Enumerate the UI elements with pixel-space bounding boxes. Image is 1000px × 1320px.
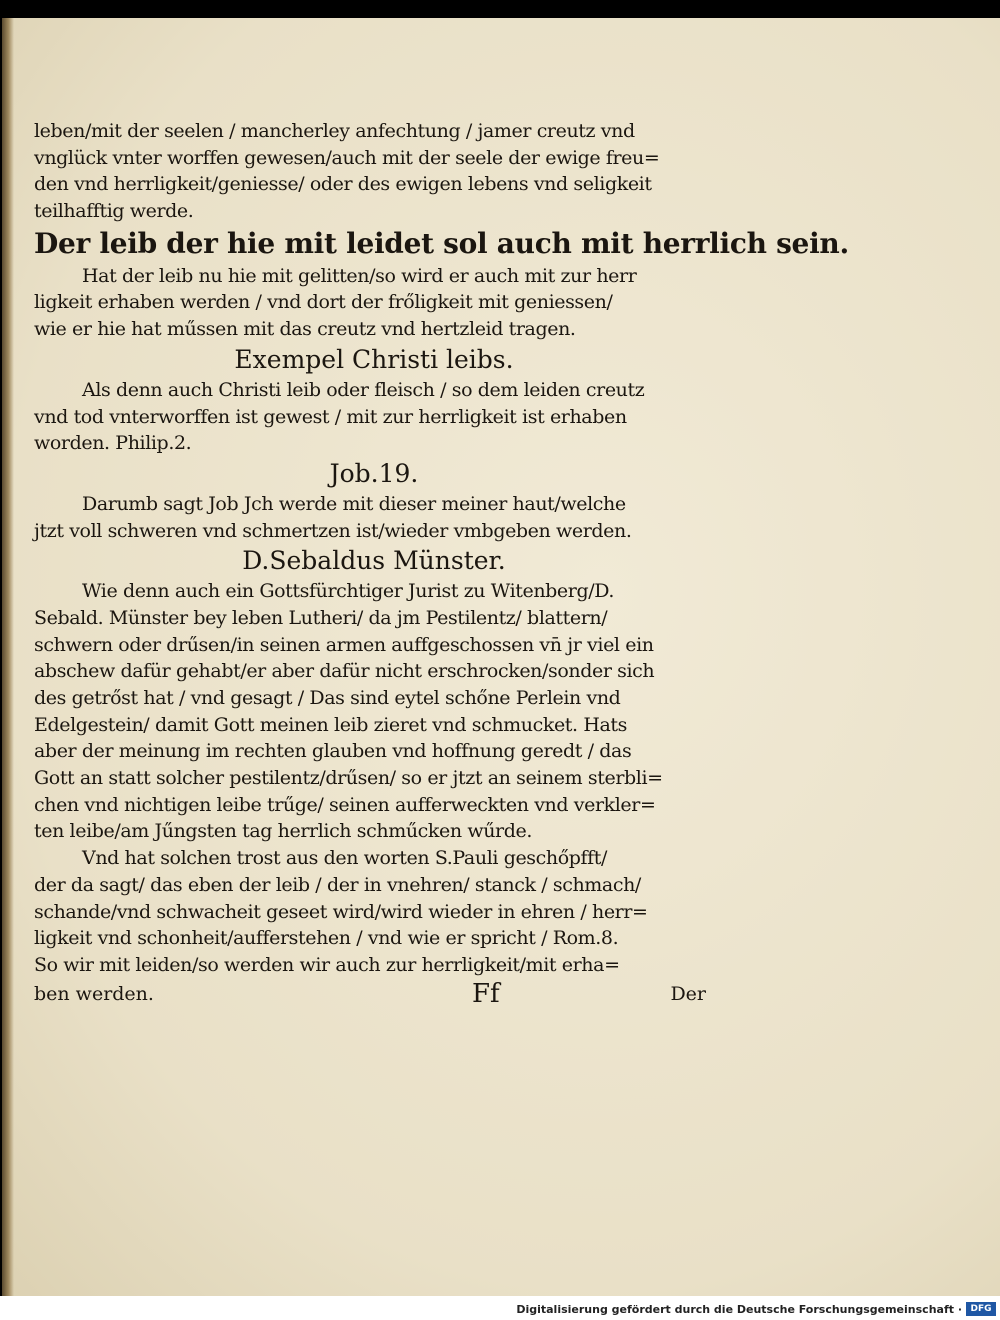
text-line: des getrőst hat / vnd gesagt / Das sind eytel schőne Perlein vnd [34, 687, 621, 709]
section-heading: D.Sebaldus Münster. [242, 546, 506, 576]
section-heading: Der leib der hie mit leidet sol auch mit herrlich sein. [34, 226, 849, 260]
text-line: teilhafftig werde. [34, 200, 194, 223]
section-heading: Job.19. [329, 458, 419, 488]
text-line: Als denn auch Christi leib oder fleisch / so dem leiden creutz [82, 378, 645, 401]
text-line: So wir mit leiden/so werden wir auch zur herrligkeit/mit erha= [34, 953, 620, 976]
page-gutter-edge [2, 18, 14, 1296]
text-line: Hat der leib nu hie mit gelitten/so wird er auch mit zur herr [82, 264, 637, 287]
text-line: Gott an statt solcher pestilentz/drűsen/ so er jtzt an seinem sterbli= [34, 767, 663, 790]
signature-mark: Ff [472, 978, 500, 1009]
text-line: wie er hie hat műssen mit das creutz vnd hertzleid tragen. [34, 318, 576, 341]
text-line: chen vnd nichtigen leibe trűge/ seinen aufferweckten vnd verkler= [34, 793, 656, 816]
text-line: worden. Philip.2. [34, 432, 192, 455]
text-line: Vnd hat solchen trost aus den worten S.Pauli geschőpfft/ [82, 847, 608, 870]
text-line: ben werden. [34, 982, 154, 1005]
text-line: Wie denn auch ein Gottsfürchtiger Jurist zu Witenberg/D. [82, 580, 615, 603]
text-line: vnd tod vnterworffen ist gewest / mit zur herrligkeit ist erhaben [34, 405, 627, 428]
section-heading: Exempel Christi leibs. [234, 344, 514, 374]
text-line: schande/vnd schwacheit geseet wird/wird wieder in ehren / herr= [34, 900, 648, 923]
text-line: ten leibe/am Jűngsten tag herrlich schműcken wűrde. [34, 820, 532, 843]
text-line: jtzt voll schweren vnd schmertzen ist/wieder vmbgeben werden. [34, 519, 632, 542]
text-line: schwern oder drűsen/in seinen armen auffgeschossen vn̄ jr viel ein [34, 633, 654, 656]
dfg-logo: DFG [966, 1302, 996, 1316]
text-line: abschew dafür gehabt/er aber dafür nicht erschrocken/sonder sich [34, 660, 655, 683]
text-line: den vnd herrligkeit/geniesse/ oder des ewigen lebens vnd seligkeit [34, 173, 652, 196]
text-line: Edelgestein/ damit Gott meinen leib zieret vnd schmucket. Hats [34, 713, 628, 736]
text-line: aber der meinung im rechten glauben vnd hoffnung geredt / das [34, 740, 632, 763]
funding-credit: Digitalisierung gefördert durch die Deutsche Forschungsgemeinschaft · [516, 1303, 962, 1316]
text-line: Darumb sagt Job Jch werde mit dieser meiner haut/welche [82, 492, 626, 515]
text-line: Sebald. Münster bey leben Lutheri/ da jm Pestilentz/ blattern/ [34, 606, 608, 629]
text-line: ligkeit vnd schonheit/aufferstehen / vnd wie er spricht / Rom.8. [34, 927, 619, 950]
page-text [34, 118, 849, 1009]
text-line: der da sagt/ das eben der leib / der in vnehren/ stanck / schmach/ [34, 873, 641, 896]
catchword: Der [670, 982, 706, 1005]
text-line: ligkeit erhaben werden / vnd dort der frőligkeit mit geniessen/ [34, 291, 613, 314]
text-line: vnglück vnter worffen gewesen/auch mit der seele der ewige freu= [34, 146, 660, 169]
text-line: leben/mit der seelen / mancherley anfechtung / jamer creutz vnd [34, 120, 635, 142]
page-foot-row [34, 979, 714, 1009]
